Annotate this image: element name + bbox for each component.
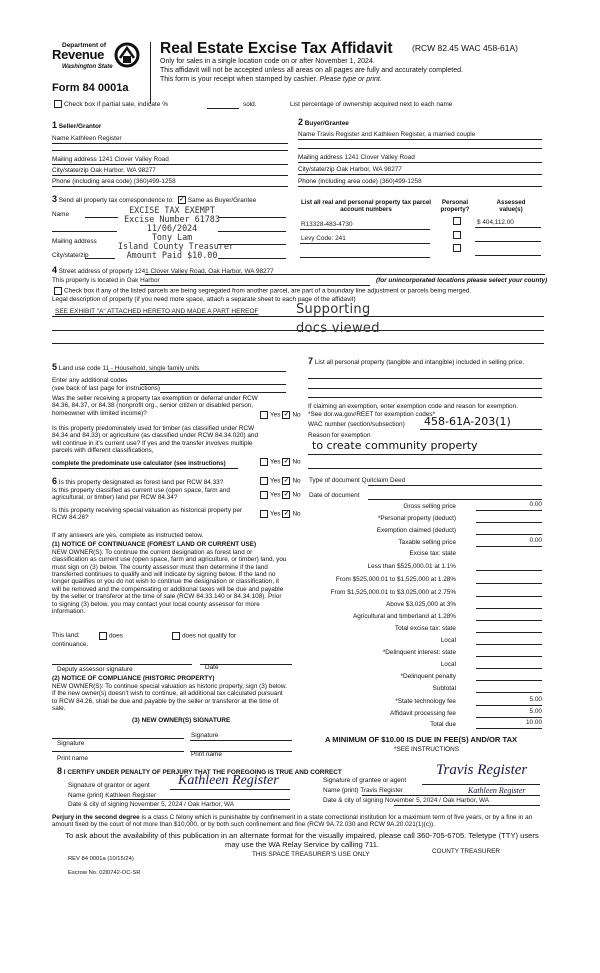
buyer-name[interactable]: Travis Register and Kathleen Register, a married couple — [316, 131, 476, 138]
taxable-selling-price[interactable]: 0.00 — [529, 537, 542, 544]
personal-property-checkbox-2[interactable] — [453, 231, 461, 239]
document-type[interactable]: Quitclaim Deed — [361, 477, 406, 484]
reason-label: Reason for exemption — [308, 432, 371, 439]
list-pct-label: List percentage of ownership acquired next to each name — [290, 101, 453, 108]
form-title: Real Estate Excise Tax Affidavit — [160, 40, 393, 57]
sec3-mailing-label: Mailing address — [52, 238, 97, 245]
deputy-signature-label: Deputy assessor signature — [57, 666, 133, 673]
notice1-title: (1) NOTICE OF CONTINUANCE (FOREST LAND OR CURRENT USE) — [52, 541, 257, 548]
sec3-city-label: City/state/zip — [52, 252, 89, 259]
total-due[interactable]: 10.00 — [526, 719, 542, 726]
sec5-q1-no[interactable]: ✓ — [283, 412, 289, 418]
buyer-heading: 2 Buyer/Grantee — [298, 117, 349, 127]
continuance-label: continuance. — [52, 641, 89, 648]
land-does-checkbox[interactable] — [99, 632, 107, 640]
sold-label: sold. — [243, 101, 257, 108]
seller-name[interactable]: Kathleen Register — [70, 135, 122, 142]
affidavit-processing-fee[interactable]: 5.00 — [529, 708, 542, 715]
header-line3: This form is your receipt when stamped by cashier. Please type or print. — [160, 76, 382, 83]
sec6-q3-no[interactable]: ✓ — [283, 511, 289, 517]
revision-label: REV 84 0001a (10/15/24) — [68, 856, 134, 862]
assessed-value[interactable]: $ 404,112.00 — [477, 219, 514, 226]
doc-date-label: Date of document — [309, 492, 360, 499]
sec6-q3: Is this property receiving special valuation as historical property per RCW 84.26? — [52, 507, 243, 522]
sec6-q2-no[interactable]: ✓ — [283, 492, 289, 498]
treasurer-stamp: EXCISE TAX EXEMPT Excise Number 61783 11/06/2024 Tony Lam Island County Treasurer Amount Paid $10.00 — [118, 205, 234, 260]
grantor-name[interactable]: Kathleen Register — [105, 792, 157, 799]
certify-heading: 8 I CERTIFY UNDER PENALTY OF PERJURY THAT THE FOREGOING IS TRUE AND CORRECT — [57, 766, 342, 776]
wac-label: WAC number (section/subsection) — [308, 421, 405, 428]
seller-mailing[interactable]: 1241 Clover Valley Road — [98, 156, 169, 163]
header-line2: This affidavit will not be accepted unless all areas on all pages are fully and accurately completed. — [160, 67, 463, 74]
new-owner-signature-title: (3) NEW OWNER(S) SIGNATURE — [132, 717, 231, 724]
sec6-q1-row: 6 Is this property designated as forest land per RCW 84.33? — [52, 476, 224, 486]
seller-heading: 1 Seller/Grantor — [52, 120, 102, 130]
legal-description[interactable]: SEE EXHIBIT "A" ATTACHED HERETO AND MADE A PART HEREOF — [55, 308, 259, 315]
buyer-phone[interactable]: (360)499-1258 — [379, 178, 422, 185]
buyer-mailing[interactable]: 1241 Clover Valley Road — [344, 154, 415, 161]
perjury-notice: Perjury in the second degree is a class C felony which is punishable by confinement in a state correctional institution for a maximum term of five years, or by a fine in an amount fixed by the court of not more than $10,000, or by both such confinement and fine (RCW 9A.72.030 and RCW 9A.20.021(1)(c)). — [52, 814, 533, 829]
dor-logo — [52, 42, 144, 82]
dept-line1: Department of — [62, 42, 107, 49]
notice2-text: NEW OWNER(S): To continue special valuation as historic property, sign (3) below. If the new owner(s) doesn't wish to continue, all additional tax calculated pursuant to RCW 84.26, shall be due and payable by the seller or transferor at the time of sale. — [52, 683, 287, 713]
grantee-name-script: Kathleen Register — [468, 786, 526, 795]
partial-sale-checkbox[interactable] — [54, 100, 62, 108]
header-line1: Only for sales in a single location code on or after November 1, 2024. — [160, 58, 375, 65]
personal-col-header: Personal property? — [440, 199, 470, 214]
see-back-label: (see back of last page for instructions) — [52, 385, 160, 392]
deputy-date-label: Date — [205, 664, 219, 671]
unincorporated-note: (for unincorporated locations please select your county) — [376, 277, 548, 284]
grantee-sig-label: Signature of grantee or agent — [323, 777, 407, 784]
accessibility-notice: To ask about the availability of this publication in an alternate format for the visually impaired, please call 360-705-6705. Teletype (TTY) users may use the WA Relay Service by calling 711. — [65, 831, 539, 849]
grantor-date-city[interactable]: November 5, 2024 / Oak Harbor, WA — [129, 801, 234, 808]
sec3-heading: 3 Send all property tax correspondence to: ✓ Same as Buyer/Grantee — [52, 194, 257, 204]
escrow-number: Escrow No. 02l0742-OC-SR — [68, 870, 141, 876]
property-address[interactable]: 1241 Clover Valley Road, Oak Harbor, WA 98277 — [134, 268, 274, 275]
see-instructions-note: *SEE INSTRUCTIONS — [394, 746, 459, 753]
buyer-city[interactable]: Oak Harbor, WA 98277 — [336, 166, 402, 173]
dept-line2: Revenue — [52, 47, 105, 62]
dor-emblem-icon — [112, 42, 142, 68]
claiming-exemption: If claiming an exemption, enter exemption code and reason for exemption. — [308, 403, 518, 410]
treasurer-use-label: THIS SPACE TREASURER'S USE ONLY — [252, 851, 370, 858]
sec6-q1-no[interactable]: ✓ — [283, 478, 289, 484]
form-number: Form 84 0001a — [52, 82, 129, 94]
parcel-col-header: List all real and personal property tax parcel account numbers — [301, 199, 431, 214]
sec5-q2b: complete the predominate use calculator (see instructions) — [52, 460, 226, 467]
parcel-number[interactable]: R13328-483-4730 — [301, 221, 353, 228]
form-rcw: (RCW 82.45 WAC 458-61A) — [412, 43, 518, 53]
segregated-checkbox[interactable] — [54, 287, 62, 295]
same-as-buyer-checkbox[interactable]: ✓ — [179, 197, 185, 204]
sec5-q2-yes[interactable] — [260, 458, 268, 466]
sec6-q1-yes[interactable] — [260, 477, 268, 485]
legal-description-label: Legal description of property (if you need more space, attach a separate sheet to each page of the affidavit) — [52, 296, 356, 303]
sec6-q2: Is this property classified as current use (open space, farm and agricultural, or timber) land per RCW 84.34? — [52, 487, 230, 502]
if-yes-note: If any answers are yes, complete as instructed below. — [52, 532, 204, 539]
grantee-signature[interactable]: Travis Register — [436, 762, 528, 778]
land-does-not-checkbox[interactable] — [172, 632, 180, 640]
partial-sale-row: Check box if partial sale, indicate % — [52, 100, 168, 108]
state-technology-fee[interactable]: 5.00 — [529, 696, 542, 703]
seller-city[interactable]: Oak Harbor, WA 98277 — [90, 167, 156, 174]
property-location[interactable]: Oak Harbor — [126, 277, 160, 284]
minimum-due-note: A MINIMUM OF $10.00 IS DUE IN FEE(S) AND/OR TAX — [325, 735, 518, 744]
grantee-name[interactable]: Travis Register — [360, 787, 403, 794]
see-dor-note: *See dor.wa.gov/REET for exemption codes* — [308, 411, 436, 418]
supporting-stamp-line2: docs viewed — [296, 321, 380, 336]
gross-selling-price[interactable]: 0.00 — [529, 501, 542, 508]
sec6-q3-yes[interactable] — [260, 510, 268, 518]
levy-code[interactable]: Levy Code: 241 — [301, 235, 346, 242]
sec4-street-row: 4 Street address of property 1241 Clover Valley Road, Oak Harbor, WA 98277 — [52, 265, 274, 275]
wac-number[interactable]: 458-61A-203(1) — [424, 415, 511, 428]
land-use-code[interactable]: 11 - Household, single family units — [102, 365, 200, 372]
assessed-col-header: Assessed value(s) — [496, 199, 526, 214]
sec6-q2-yes[interactable] — [260, 491, 268, 499]
additional-codes-label: Enter any additional codes — [52, 377, 128, 384]
sec5-q1-yes[interactable] — [260, 411, 268, 419]
grantor-signature[interactable]: Kathleen Register — [178, 773, 279, 788]
exemption-reason[interactable]: to create community property — [312, 439, 478, 452]
sec7-heading: 7 List all personal property (tangible and intangible) included in selling price. — [308, 356, 525, 366]
sec5-q1: Was the seller receiving a property tax exemption or deferral under RCW 84.36, 84.37, or 84.38 (nonprofit org., senior citizen or disabled person, homeowner with limited income)? — [52, 395, 258, 417]
dept-line3: Washington State — [62, 64, 113, 70]
county-treasurer-label: COUNTY TREASURER — [432, 848, 500, 855]
land-use-row: 5 Land use code 11 - Household, single family units — [52, 362, 200, 372]
notice1-text: NEW OWNER(S): To continue the current designation as forest land or classification as current use (open space, farm and agriculture, or timber) land, you must sign on (3) below. The county assessor must then determine if the land transferred continues to qualify and will indicate by signing below. If the land no longer qualifies or you do not wish to continue the designation or classification, it will be removed and the compensating or additional taxes will be due and payable by the seller or transferor at the time of sale (RCW 84.33.140 or 84.34.108). Prior to signing (3) below, you may contact your local county assessor for more information. — [52, 549, 287, 615]
personal-property-checkbox-3[interactable] — [453, 244, 461, 252]
supporting-stamp-line1: Supporting — [296, 302, 371, 317]
sec5-q2-no[interactable]: ✓ — [283, 459, 289, 465]
grantor-sig-label: Signature of grantor or agent — [68, 782, 150, 789]
sec3-name-label: Name — [52, 211, 70, 218]
grantee-date-city[interactable]: November 5, 2024 / Oak Harbor, WA — [384, 797, 489, 804]
notice2-title: (2) NOTICE OF COMPLIANCE (HISTORIC PROPERTY) — [52, 675, 215, 682]
personal-property-checkbox-1[interactable] — [453, 217, 461, 225]
sec5-q2: Is this property predominately used for timber (as classified under RCW 84.34 and 84.33) or agriculture (as classified under RCW 84.34.020) and will continue in it's current use? If yes and the transfer involves multiple parcels with different classifications, — [52, 425, 259, 455]
seller-phone[interactable]: (360)499-1258 — [133, 178, 176, 185]
